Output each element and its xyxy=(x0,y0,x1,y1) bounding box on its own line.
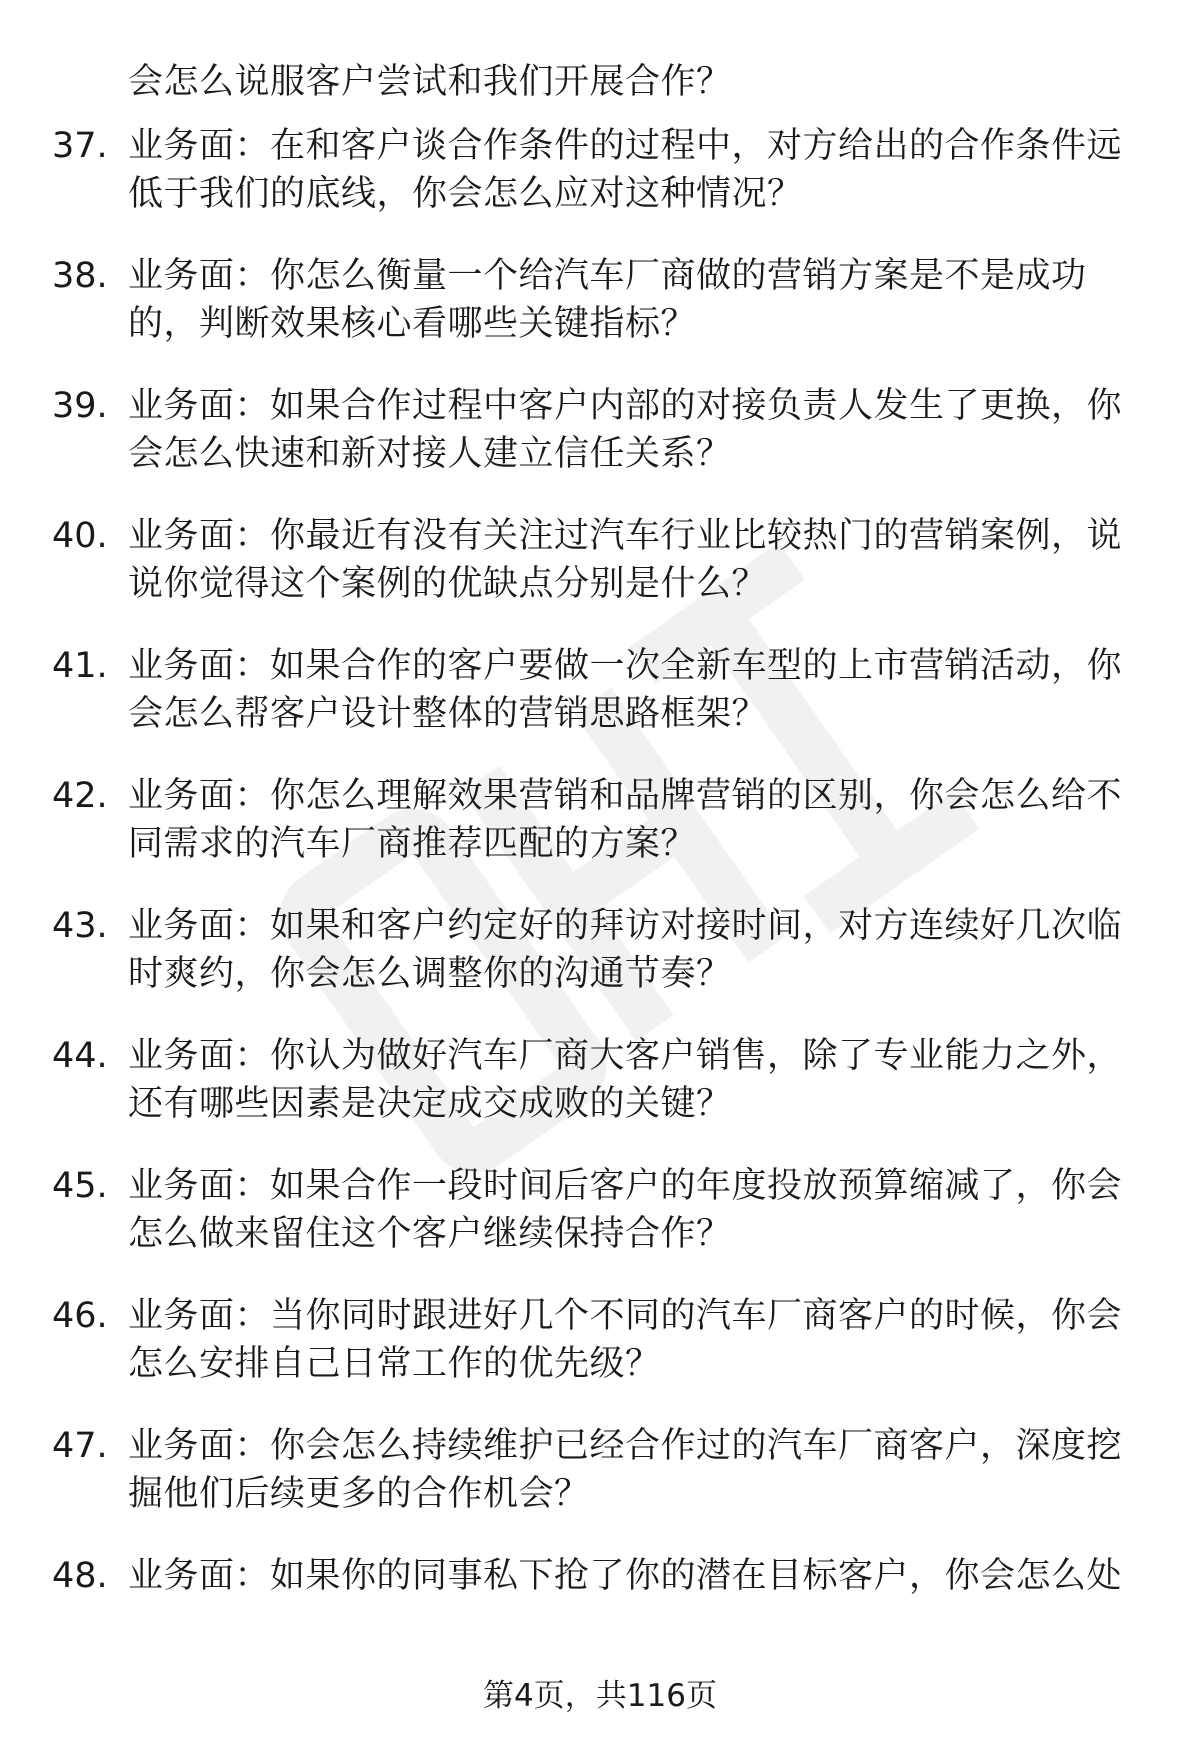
question-text: 业务面：如果合作过程中客户内部的对接负责人发生了更换，你会怎么快速和新对接人建立信任关系？ xyxy=(128,386,1123,474)
question-number: 40. xyxy=(52,516,108,556)
question-number: 44. xyxy=(52,1036,108,1076)
question-item xyxy=(52,122,1152,252)
question-number: 47. xyxy=(52,1426,108,1466)
question-text: 业务面：你认为做好汽车厂商大客户销售，除了专业能力之外，还有哪些因素是决定成交成败的关键？ xyxy=(128,1036,1123,1124)
question-item xyxy=(52,382,1152,512)
question-item xyxy=(52,1422,1152,1552)
question-text: 业务面：如果和客户约定好的拜访对接时间，对方连续好几次临时爽约，你会怎么调整你的沟通节奏？ xyxy=(128,906,1123,994)
question-number: 39. xyxy=(52,386,108,426)
question-number: 38. xyxy=(52,256,108,296)
question-text: 会怎么说服客户尝试和我们开展合作？ xyxy=(128,62,732,102)
question-text: 业务面：当你同时跟进好几个不同的汽车厂商客户的时候，你会怎么安排自己日常工作的优先级？ xyxy=(128,1296,1123,1384)
question-number: 43. xyxy=(52,906,108,946)
question-text: 业务面：在和客户谈合作条件的过程中，对方给出的合作条件远低于我们的底线，你会怎么应对这种情况？ xyxy=(128,126,1123,214)
question-text: 业务面：你怎么理解效果营销和品牌营销的区别，你会怎么给不同需求的汽车厂商推荐匹配的方案？ xyxy=(128,776,1123,864)
question-item xyxy=(52,1292,1152,1422)
question-item xyxy=(52,512,1152,642)
question-item xyxy=(52,252,1152,382)
question-item xyxy=(52,1552,1152,1682)
page-footer: 第4页，共116页 xyxy=(483,1678,717,1714)
question-number: 48. xyxy=(52,1556,108,1596)
question-number: 45. xyxy=(52,1166,108,1206)
question-text: 业务面：如果合作的客户要做一次全新车型的上市营销活动，你会怎么帮客户设计整体的营销思路框架？ xyxy=(128,646,1123,734)
question-text: 业务面：如果你的同事私下抢了你的潜在目标客户，你会怎么处 xyxy=(128,1556,1123,1596)
question-text: 业务面：你最近有没有关注过汽车行业比较热门的营销案例，说说你觉得这个案例的优缺点分别是什么？ xyxy=(128,516,1123,604)
question-number: 46. xyxy=(52,1296,108,1336)
question-item xyxy=(52,642,1152,772)
question-text: 业务面：你怎么衡量一个给汽车厂商做的营销方案是不是成功的，判断效果核心看哪些关键指标？ xyxy=(128,256,1087,344)
question-text: 业务面：你会怎么持续维护已经合作过的汽车厂商客户，深度挖掘他们后续更多的合作机会？ xyxy=(128,1426,1123,1514)
question-item xyxy=(52,902,1152,1032)
question-number: 37. xyxy=(52,126,108,166)
question-item xyxy=(52,772,1152,902)
question-text: 业务面：如果合作一段时间后客户的年度投放预算缩减了，你会怎么做来留住这个客户继续保持合作？ xyxy=(128,1166,1123,1254)
question-number: 42. xyxy=(52,776,108,816)
question-item xyxy=(52,1032,1152,1162)
question-list xyxy=(52,58,1152,1682)
continued-question-text xyxy=(52,58,1152,122)
question-number: 41. xyxy=(52,646,108,686)
question-item xyxy=(52,1162,1152,1292)
